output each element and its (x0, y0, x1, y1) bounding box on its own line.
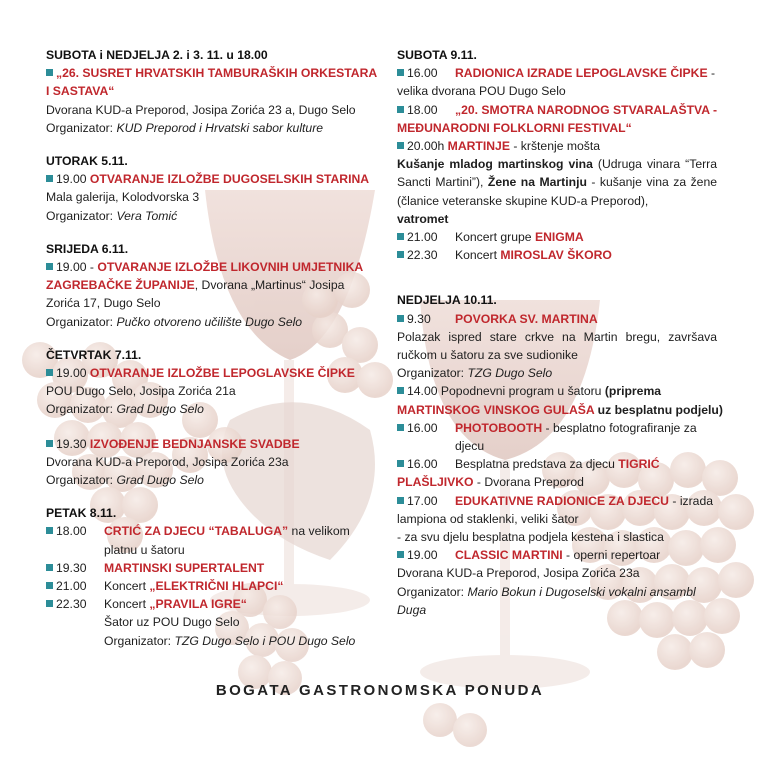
bullet-icon (397, 69, 404, 76)
event-time: 22.30 (407, 248, 438, 263)
event-title: MARTINSKI SUPERTALENT (104, 560, 265, 575)
organizer: KUD Preporod i Hrvatski sabor kulture (116, 120, 324, 135)
event-prefix: Koncert (104, 597, 150, 612)
event-time: 17.00 (407, 493, 438, 508)
event-block-thu (46, 346, 364, 489)
event-time: 19.00 (407, 548, 438, 563)
bullet-icon (46, 582, 53, 589)
event-title: „PRAVILA IGRE“ (149, 597, 247, 612)
event-detail-bold: (priprema (604, 384, 662, 399)
organizer: Grad Dugo Selo (116, 402, 204, 417)
event-title: CLASSIC MARTINI (455, 548, 563, 563)
event-detail: - izrada (668, 493, 714, 508)
event-venue: POU Dugo Selo, Josipa Zorića 21a (46, 384, 236, 399)
bullet-icon (397, 460, 404, 467)
organizer-label: Organizator: (397, 584, 465, 599)
event-detail: platnu u šatoru (104, 542, 185, 557)
bullet-icon (397, 424, 404, 431)
bullet-icon (397, 387, 404, 394)
event-venue: velika dvorana POU Dugo Selo (397, 84, 566, 99)
day-heading: UTORAK 5.11. (46, 154, 128, 169)
women-tasting-label: Žene na Martinju (487, 175, 587, 190)
organizer-label: Organizator: (46, 208, 114, 223)
organizer-label: Organizator: (46, 473, 114, 488)
event-venue: Mala galerija, Kolodvorska 3 (46, 190, 200, 205)
bullet-icon (46, 69, 53, 76)
organizer-label: Organizator: (104, 633, 172, 648)
bullet-icon (397, 233, 404, 240)
event-detail: - operni repertoar (562, 548, 661, 563)
event-detail: lampiona od staklenki, veliki šator (397, 511, 579, 526)
event-title: IZVOĐENJE BEDNJANSKE SVADBE (89, 436, 300, 451)
event-block-sat-sun (46, 46, 378, 137)
event-time: 14.00 (407, 384, 438, 399)
bullet-icon (46, 600, 53, 607)
event-detail: - krštenje mošta (509, 139, 601, 154)
event-title: PHOTOBOOTH (455, 420, 543, 435)
event-block-tue (46, 152, 370, 225)
event-title: „26. SUSRET HRVATSKIH TAMBURAŠKIH ORKESTARA (56, 66, 378, 81)
organizer-label: Organizator: (46, 120, 114, 135)
bullet-icon (397, 106, 404, 113)
day-heading: SUBOTA i NEDJELJA 2. i 3. 11. u 18.00 (46, 48, 268, 62)
left-column (46, 46, 378, 665)
event-detail: na velikom (288, 524, 350, 539)
event-title: OTVARANJE IZLOŽBE LEPOGLAVSKE ČIPKE (89, 366, 355, 381)
event-block-wed (46, 240, 364, 331)
day-heading: PETAK 8.11. (46, 506, 117, 521)
event-title: MARTINJE (447, 139, 510, 154)
event-time: 19.30 (56, 436, 87, 451)
event-title: „20. SMOTRA NARODNOG STVARALAŠTVA - (455, 102, 718, 117)
event-title: TIGRIĆ (618, 457, 660, 472)
event-detail: - za svu djelu besplatna podjela kestena i slastica (397, 530, 664, 545)
event-venue: Dvorana KUD-a Preporod, Josipa Zorića 23 a, Dugo Selo (46, 102, 356, 117)
event-title: MARTINSKOG VINSKOG GULAŠA (397, 402, 595, 417)
event-title: POVORKA SV. MARTINA (455, 311, 598, 326)
event-time: 16.00 (407, 420, 438, 435)
event-title: „ELEKTRIČNI HLAPCI“ (149, 579, 284, 594)
event-detail: Besplatna predstava za djecu (455, 457, 619, 472)
event-prefix: Koncert (455, 248, 501, 263)
event-block-sun (397, 291, 723, 619)
event-title: OTVARANJE IZLOŽBE DUGOSELSKIH STARINA (89, 172, 370, 187)
event-venue: Dvorana KUD-a Preporod, Josipa Zorića 23a (397, 566, 640, 581)
event-title: PLAŠLJIVKO (397, 475, 474, 490)
day-heading: SRIJEDA 6.11. (46, 241, 129, 256)
bullet-icon (46, 564, 53, 571)
event-detail-bold: uz besplatnu podjelu) (594, 402, 723, 417)
event-time: 19.30 (56, 560, 87, 575)
event-time: 21.00 (56, 579, 87, 594)
event-block-fri (46, 504, 364, 650)
organizer-label: Organizator: (46, 314, 114, 329)
event-title: MIROSLAV ŠKORO (500, 248, 612, 263)
day-heading: NEDJELJA 10.11. (397, 293, 497, 308)
event-title: I SASTAVA“ (46, 84, 115, 99)
event-prefix: Koncert grupe (455, 230, 535, 245)
organizer: Vera Tomić (116, 208, 178, 223)
event-time: 16.00 (407, 66, 438, 81)
bullet-icon (397, 497, 404, 504)
event-detail: djecu (455, 439, 485, 454)
footer-slogan: BOGATA GASTRONOMSKA PONUDA (215, 682, 545, 699)
bullet-icon (397, 142, 404, 149)
event-title: RADIONICA IZRADE LEPOGLAVSKE ČIPKE (455, 66, 708, 81)
event-prefix: Koncert (104, 579, 150, 594)
organizer-label: Organizator: (46, 402, 114, 417)
organizer: TZG Dugo Selo i POU Dugo Selo (174, 633, 356, 648)
fireworks: vatromet (397, 211, 449, 226)
bullet-icon (397, 251, 404, 258)
event-time: 19.00 - (56, 260, 94, 275)
event-title: OTVARANJE IZLOŽBE LIKOVNIH UMJETNIKA (97, 260, 364, 275)
organizer: Mario Bokun i Dugoselski vokalni ansambl Duga (397, 584, 696, 617)
event-time: 20.00h (407, 139, 445, 154)
event-time: 19.00 (56, 172, 87, 187)
event-block-sat (397, 46, 717, 264)
bullet-icon (46, 527, 53, 534)
event-time: 22.30 (56, 597, 87, 612)
event-time: 19.00 (56, 366, 87, 381)
event-title: MEĐUNARODNI FOLKLORNI FESTIVAL“ (397, 120, 632, 135)
event-time: 16.00 (407, 457, 438, 472)
organizer: Pučko otvoreno učilište Dugo Selo (116, 314, 303, 329)
event-title: CRTIĆ ZA DJECU “TABALUGA” (104, 524, 289, 539)
event-detail: - besplatno fotografiranje za (542, 420, 697, 435)
day-heading: SUBOTA 9.11. (397, 48, 477, 62)
event-venue: Zorića 17, Dugo Selo (46, 296, 161, 311)
event-time: 18.00 (56, 524, 87, 539)
event-detail: Popodnevni program u šatoru (440, 384, 605, 399)
tasting-detail: (Udruga vinara “Terra Sancti Martini”), (397, 157, 717, 190)
event-title: EDUKATIVNE RADIONICE ZA DJECU (455, 493, 669, 508)
event-venue: Dvorana KUD-a Preporod, Josipa Zorića 23a (46, 454, 289, 469)
bullet-icon (397, 551, 404, 558)
organizer-label: Organizator: (397, 366, 465, 381)
event-time: 9.30 (407, 311, 431, 326)
day-heading: ČETVRTAK 7.11. (46, 347, 142, 362)
event-time: 18.00 (407, 102, 438, 117)
event-venue: - Dvorana Preporod (473, 475, 584, 490)
bullet-icon (46, 263, 53, 270)
event-title: ENIGMA (534, 230, 584, 245)
bullet-icon (46, 175, 53, 182)
right-column (397, 46, 723, 634)
organizer: Grad Dugo Selo (116, 473, 204, 488)
bullet-icon (46, 369, 53, 376)
event-venue: Šator uz POU Dugo Selo (104, 615, 240, 630)
event-time: 21.00 (407, 230, 438, 245)
bullet-icon (46, 440, 53, 447)
event-description: Polazak ispred stare crkve na Martin bregu, završava ručkom u šatoru za sve sudionike (397, 329, 717, 363)
event-venue: , Dvorana „Martinus“ Josipa (194, 278, 345, 293)
tasting-label: Kušanje mladog martinskog vina (397, 157, 593, 172)
women-tasting-detail: - kušanje vina za žene (članice veteranske skupine KUD-a Preporod), (397, 175, 717, 208)
event-description (397, 155, 717, 210)
event-title: ZAGREBAČKE ŽUPANIJE (46, 278, 195, 293)
organizer: TZG Dugo Selo (467, 366, 553, 381)
event-detail: - (707, 66, 716, 81)
bullet-icon (397, 315, 404, 322)
